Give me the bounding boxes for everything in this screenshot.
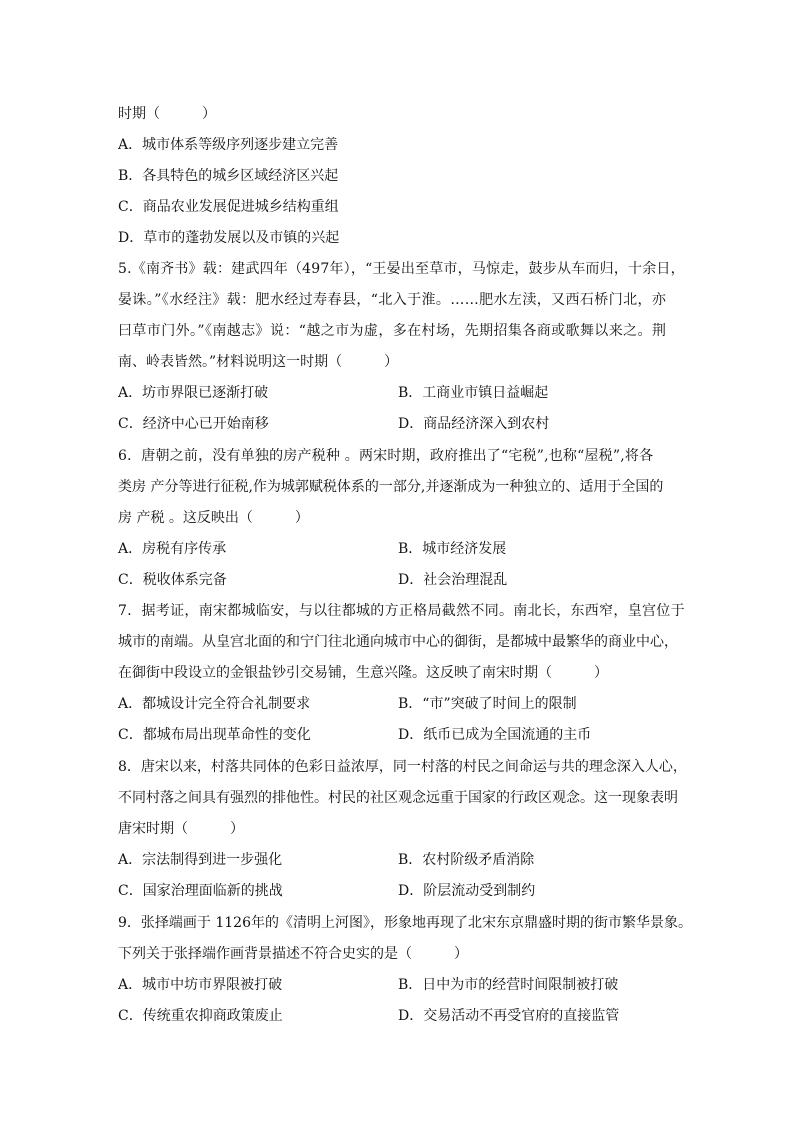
q8-option-c: C．国家治理面临新的挑战 xyxy=(118,883,283,899)
q6-option-a: A．房税有序传承 xyxy=(118,541,227,557)
q9-stem-line-1: 9．张择端画于 1126年的《清明上河图》，形象地再现了北宋东京鼎盛时期的街市繁华景象。 xyxy=(118,915,692,931)
q6-stem-line-1: 6．唐朝之前，没有单独的房产税种 。两宋时期，政府推出了“宅税”,也称“屋税”,将各 xyxy=(118,448,654,464)
q5-option-b: B．工商业市镇日益崛起 xyxy=(398,385,549,401)
q9-option-c: C．传统重农抑商政策废止 xyxy=(118,1008,283,1024)
q7-option-d: D．纸币已成为全国流通的主币 xyxy=(398,727,592,743)
q8-option-d: D．阶层流动受到制约 xyxy=(398,883,536,899)
q6-option-c: C．税收体系完备 xyxy=(118,572,227,588)
q5-option-c: C．经济中心已开始南移 xyxy=(118,416,269,432)
q6-option-d: D．社会治理混乱 xyxy=(398,572,508,588)
q9-option-a: A．城市中坊市界限被打破 xyxy=(118,977,283,993)
q8-option-b: B．农村阶级矛盾消除 xyxy=(398,852,535,868)
q5-stem-line-1: 5.《南齐书》载：建武四年（497年），“王晏出至草市，马惊走，鼓步从车而归，十余日， xyxy=(118,261,685,277)
q4-option-d: D．草市的蓬勃发展以及市镇的兴起 xyxy=(118,230,340,246)
q7-stem-line-2: 城市的南端。从皇宫北面的和宁门往北通向城市中心的御街，是都城中最繁华的商业中心， xyxy=(118,634,678,650)
q6-option-b: B．城市经济发展 xyxy=(398,541,507,557)
q9-stem-line-2: 下列关于张择端作画背景描述不符合史实的是（ ） xyxy=(118,946,468,962)
q7-stem-line-3: 在御街中段设立的金银盐钞引交易铺，生意兴隆。这反映了南宋时期（ ） xyxy=(118,665,608,681)
q4-stem-tail: 时期（ ） xyxy=(118,106,216,122)
q7-option-b: B．“市”突破了时间上的限制 xyxy=(398,696,577,712)
q9-option-d: D．交易活动不再受官府的直接监管 xyxy=(398,1008,620,1024)
q7-stem-line-1: 7．据考证，南宋都城临安，与以往都城的方正格局截然不同。南北长，东西窄，皇宫位于 xyxy=(118,603,685,619)
q5-option-a: A．坊市界限已逐渐打破 xyxy=(118,385,269,401)
q4-option-c: C．商品农业发展促进城乡结构重组 xyxy=(118,199,339,215)
q8-stem-line-2: 不同村落之间具有强烈的排他性。村民的社区观念远重于国家的行政区观念。这一现象表明 xyxy=(118,790,678,806)
q5-option-d: D．商品经济深入到农村 xyxy=(398,416,550,432)
q6-stem-line-3: 房 产税 。这反映出（ ） xyxy=(118,510,309,526)
q9-option-b: B．日中为市的经营时间限制被打破 xyxy=(398,977,619,993)
q7-option-c: C．都城布局出现革命性的变化 xyxy=(118,727,311,743)
q8-stem-line-3: 唐宋时期（ ） xyxy=(118,821,244,837)
q8-option-a: A．宗法制得到进一步强化 xyxy=(118,852,283,868)
q6-stem-line-2: 类房 产分等进行征税,作为城郭赋税体系的一部分,并逐渐成为一种独立的、适用于全国的 xyxy=(118,479,664,495)
q4-option-a: A．城市体系等级序列逐步建立完善 xyxy=(118,137,339,153)
q7-option-a: A．都城设计完全符合礼制要求 xyxy=(118,696,311,712)
q5-stem-line-4: 南、岭表皆然。”材料说明这一时期（ ） xyxy=(118,354,399,370)
q5-stem-line-3: 曰草市门外。”《南越志》说：“越之市为虚，多在村场，先期招集各商或歌舞以来之。荆 xyxy=(118,323,667,339)
q5-stem-line-2: 晏诛。”《水经注》载：肥水经过寿春县，“北入于淮。……肥水左渎，又西石桥门北，亦 xyxy=(118,292,667,308)
q4-option-b: B．各具特色的城乡区域经济区兴起 xyxy=(118,168,339,184)
q8-stem-line-1: 8．唐宋以来，村落共同体的色彩日益浓厚，同一村落的村民之间命运与共的理念深入人心， xyxy=(118,759,687,775)
